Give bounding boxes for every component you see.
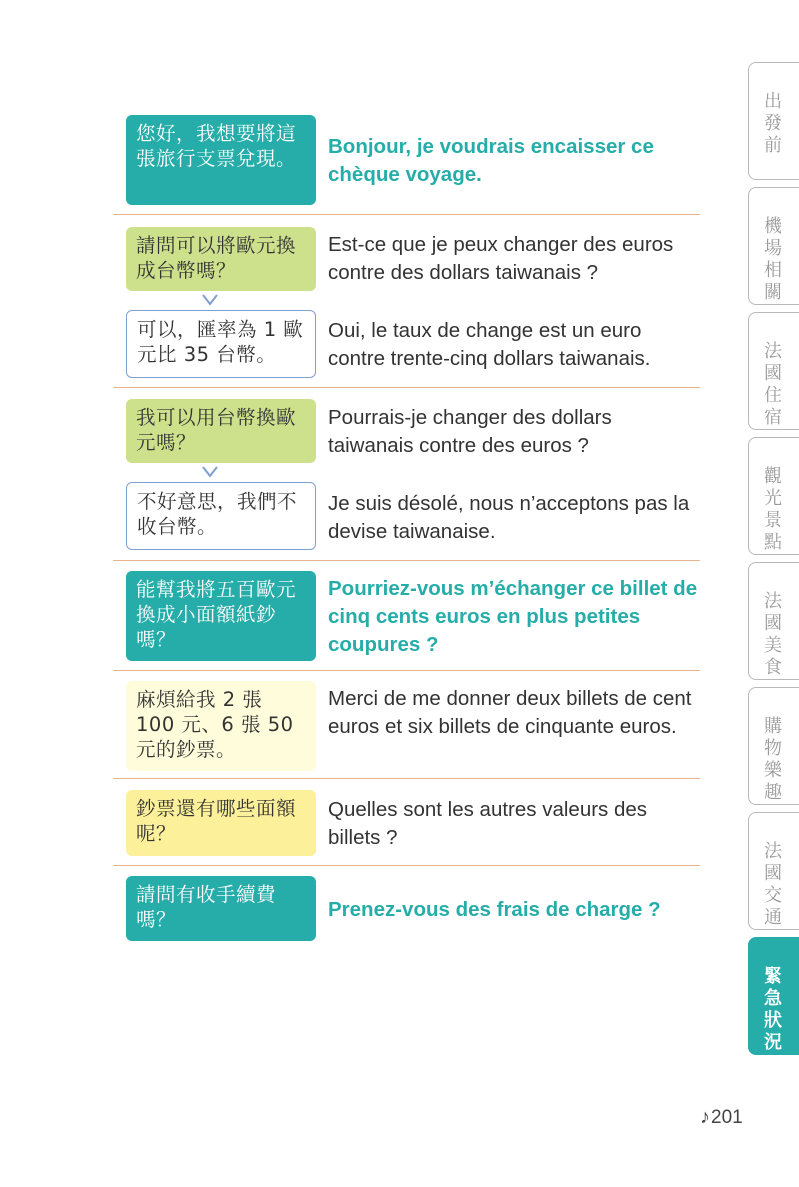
row-separator xyxy=(113,214,700,215)
row-separator xyxy=(113,778,700,779)
tab-airport[interactable]: 機場相關 xyxy=(748,187,799,305)
french-phrase: Je suis désolé, nous n’acceptons pas la devise taiwanaise. xyxy=(328,492,690,543)
french-phrase: Pourriez-vous m’échanger ce billet de cinq cents euros en plus petites coupures ? xyxy=(328,577,698,656)
tab-departure[interactable]: 出發前 xyxy=(748,62,799,180)
tab-shopping[interactable]: 購物樂趣 xyxy=(748,687,799,805)
chinese-phrase-box: 能幫我將五百歐元換成小面額紙鈔嗎？ xyxy=(126,571,316,661)
tab-food[interactable]: 法國美食 xyxy=(748,562,799,680)
french-phrase: Pourrais-je changer des dollars taiwanais contre des euros ? xyxy=(328,406,612,457)
page-number-value: 201 xyxy=(711,1107,743,1128)
row-separator xyxy=(113,670,700,671)
chinese-phrase-box: 我可以用台幣換歐元嗎？ xyxy=(126,399,316,463)
french-phrase: Bonjour, je voudrais encaisser ce chèque voyage. xyxy=(328,135,654,186)
tab-accommodation[interactable]: 法國住宿 xyxy=(748,312,799,430)
tab-emergency[interactable]: 緊急狀況 xyxy=(748,937,799,1055)
tab-transport[interactable]: 法國交通 xyxy=(748,812,799,930)
chevron-down-icon xyxy=(200,292,220,308)
chinese-phrase-box: 請問可以將歐元換成台幣嗎？ xyxy=(126,227,316,291)
chinese-phrase-box: 可以，匯率為 1 歐元比 35 台幣。 xyxy=(126,310,316,378)
french-phrase: Est-ce que je peux changer des euros contre des dollars taiwanais ? xyxy=(328,233,674,284)
chinese-phrase-box: 鈔票還有哪些面額呢？ xyxy=(126,790,316,856)
chinese-phrase-box: 麻煩給我 2 張 100 元、6 張 50 元的鈔票。 xyxy=(126,681,316,771)
french-phrase: Merci de me donner deux billets de cent euros et six billets de cinquante euros. xyxy=(328,687,692,738)
row-separator xyxy=(113,387,700,388)
tab-sightseeing[interactable]: 觀光景點 xyxy=(748,437,799,555)
chevron-down-icon xyxy=(200,464,220,480)
french-phrase: Quelles sont les autres valeurs des billets ? xyxy=(328,798,648,849)
row-separator xyxy=(113,865,700,866)
music-note-icon: ♪ xyxy=(700,1106,710,1128)
chinese-phrase-box: 請問有收手續費嗎？ xyxy=(126,876,316,941)
row-separator xyxy=(113,560,700,561)
french-phrase: Prenez-vous des frais de charge ? xyxy=(328,898,661,921)
french-phrase: Oui, le taux de change est un euro contre trente-cinq dollars taiwanais. xyxy=(328,319,651,370)
chinese-phrase-box: 不好意思，我們不收台幣。 xyxy=(126,482,316,550)
chinese-phrase-box: 您好，我想要將這張旅行支票兌現。 xyxy=(126,115,316,205)
page-number xyxy=(700,1106,743,1129)
